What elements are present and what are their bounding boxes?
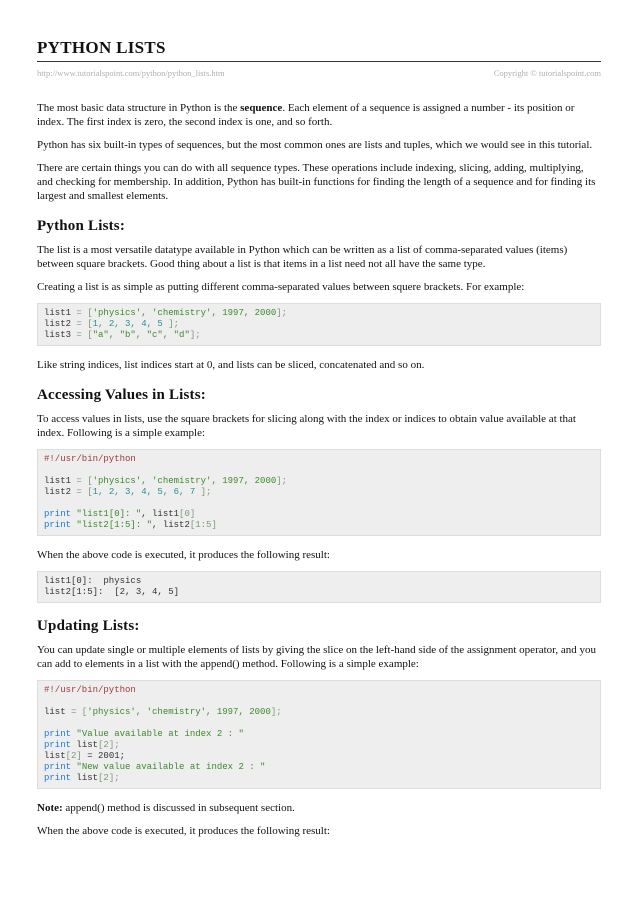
code-shebang: #!/usr/bin/python	[44, 685, 136, 695]
code-line: list = ['physics', 'chemistry', 1997, 2000];	[44, 707, 282, 717]
code-line: print list[2];	[44, 773, 120, 783]
lists-paragraph-3: Like string indices, list indices start at 0, and lists can be sliced, concatenated and so on.	[37, 359, 425, 371]
section-heading-accessing-values: Accessing Values in Lists:	[37, 387, 206, 403]
url-bar	[37, 68, 601, 78]
code-block-access-output	[37, 571, 601, 603]
page-title: PYTHON LISTS	[37, 38, 166, 57]
section-heading-updating-lists: Updating Lists:	[37, 618, 140, 634]
document-page	[37, 38, 601, 847]
lists-paragraph-2: Creating a list is as simple as putting different comma-separated values between squere brackets. For example:	[37, 281, 525, 293]
code-shebang: #!/usr/bin/python	[44, 454, 136, 464]
code-line: list2 = [1, 2, 3, 4, 5 ];	[44, 319, 180, 329]
source-url[interactable]: http://www.tutorialspoint.com/python/python_lists.htm	[37, 68, 225, 78]
output-line: list1[0]: physics	[44, 576, 142, 586]
accessing-paragraph-1: To access values in lists, use the square brackets for slicing along with the index or indices to obtain value available at that index. Following is a simple example:	[37, 413, 576, 439]
code-line: print list[2];	[44, 740, 120, 750]
code-block-update-example	[37, 680, 601, 789]
code-block-access-example	[37, 449, 601, 536]
title-divider	[37, 61, 601, 62]
note-label: Note:	[37, 802, 63, 814]
code-block-create-lists	[37, 303, 601, 346]
updating-paragraph-2: When the above code is executed, it produces the following result:	[37, 825, 330, 837]
code-line: list[2] = 2001;	[44, 751, 126, 761]
note-paragraph: Note: append() method is discussed in subsequent section.	[37, 802, 295, 814]
accessing-paragraph-2: When the above code is executed, it produces the following result:	[37, 549, 330, 561]
code-line: print "Value available at index 2 : "	[44, 729, 244, 739]
code-line: list1 = ['physics', 'chemistry', 1997, 2000];	[44, 476, 288, 486]
code-line: print "list2[1:5]: ", list2[1:5]	[44, 520, 217, 530]
code-line: list2 = [1, 2, 3, 4, 5, 6, 7 ];	[44, 487, 212, 497]
code-line: print "list1[0]: ", list1[0]	[44, 509, 196, 519]
sequence-term: sequence	[240, 102, 283, 114]
code-line: list3 = ["a", "b", "c", "d"];	[44, 330, 201, 340]
intro-paragraph-1: The most basic data structure in Python is the sequence. Each element of a sequence is assigned a number - its position or index. The first index is zero, the second index is one, and so forth.	[37, 102, 575, 128]
lists-paragraph-1: The list is a most versatile datatype available in Python which can be written as a list of comma-separated values (items) between square brackets. Good thing about a list is that items in a list need not all have the same type.	[37, 244, 568, 270]
article-content	[37, 101, 601, 838]
intro-paragraph-2: Python has six built-in types of sequences, but the most common ones are lists and tuples, which we would see in this tutorial.	[37, 139, 593, 151]
copyright-notice: Copyright © tutorialspoint.com	[493, 68, 601, 78]
code-line: list1 = ['physics', 'chemistry', 1997, 2000];	[44, 308, 288, 318]
intro-paragraph-3: There are certain things you can do with all sequence types. These operations include indexing, slicing, adding, multiplying, and checking for membership. In addition, Python has built-in functions for finding the length of a sequence and for finding its largest and smallest elements.	[37, 162, 596, 202]
section-heading-python-lists: Python Lists:	[37, 218, 126, 234]
code-line: print "New value available at index 2 : "	[44, 762, 266, 772]
updating-paragraph-1: You can update single or multiple elements of lists by giving the slice on the left-hand side of the assignment operator, and you can add to elements in a list with the append() method. Following is a simple example:	[37, 644, 597, 670]
output-line: list2[1:5]: [2, 3, 4, 5]	[44, 587, 180, 597]
